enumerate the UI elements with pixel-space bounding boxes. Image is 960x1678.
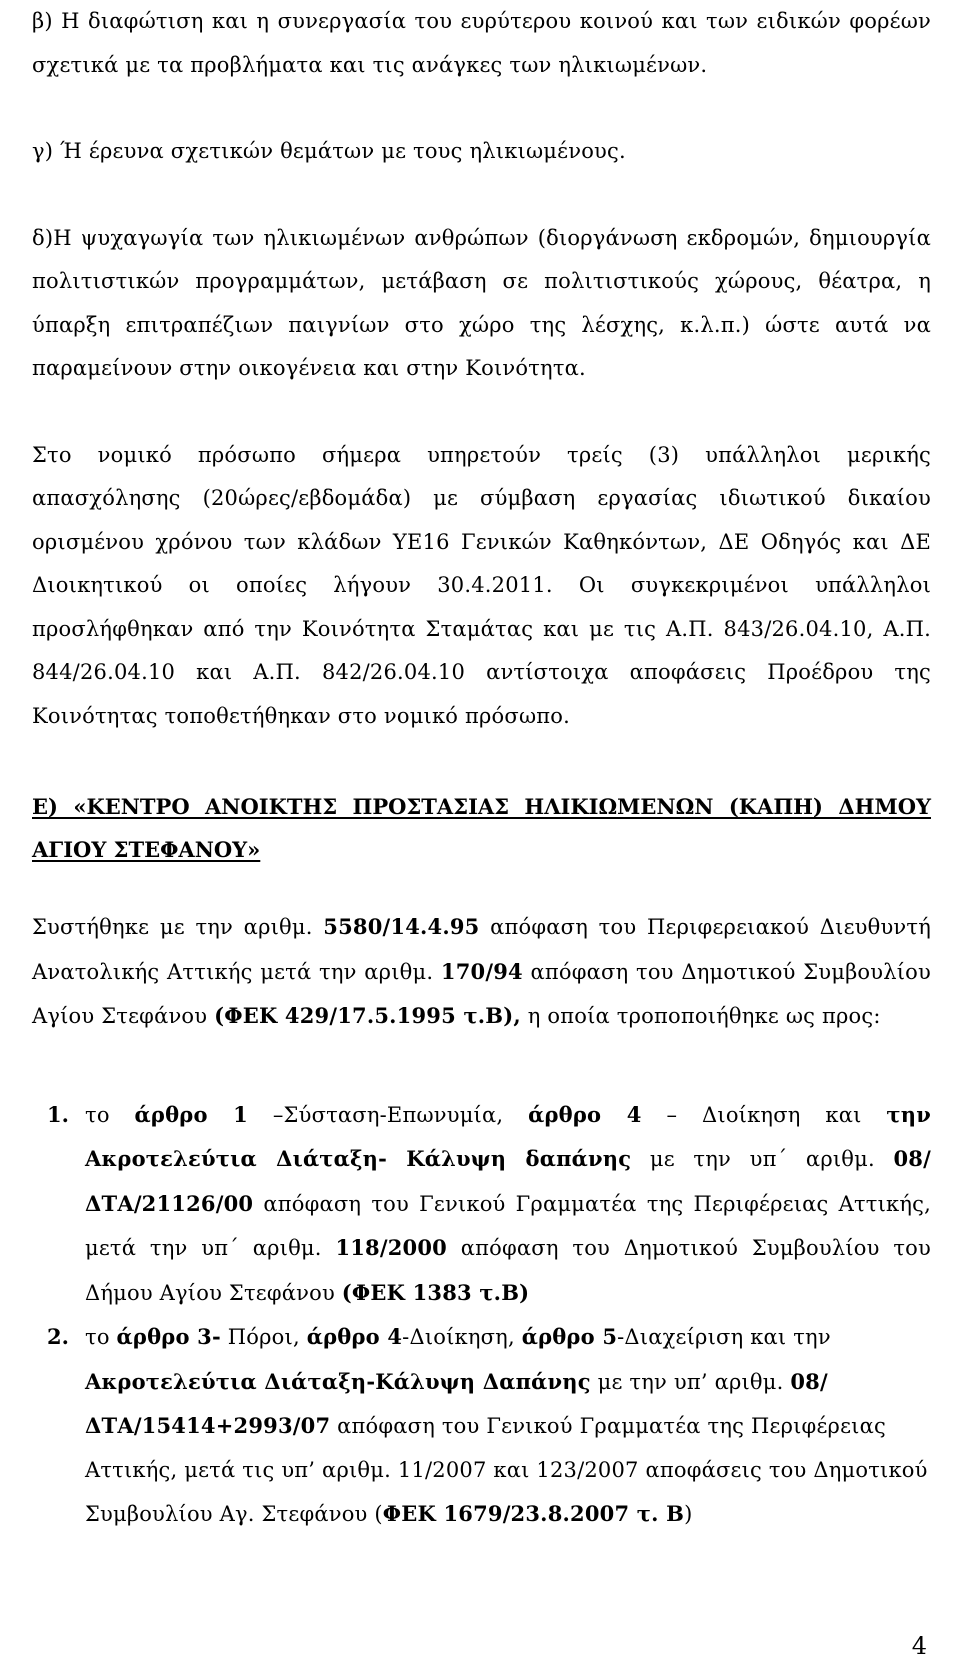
item2-article-5: άρθρο 5 xyxy=(521,1324,618,1349)
item1-text-2: –Σύσταση-Επωνυμία, xyxy=(247,1102,529,1127)
paragraph-c: γ) Ή έρευνα σχετικών θεμάτων με τους ηλικιωμένους. xyxy=(32,139,626,163)
list-item-number: 1. xyxy=(47,1101,69,1127)
item1-text-4: με την υπ΄ αριθμ. xyxy=(631,1147,894,1171)
item2-text-6: απόφαση του Γενικού Γραμματέα της Περιφέρειας Αττικής, μετά τις υπ’ αριθμ. 11/2007 και 123/2007 αποφάσεις του Δημοτικού Συμβουλίου Αγ. Στεφάνου ( xyxy=(85,1414,928,1526)
section-heading xyxy=(32,785,931,871)
fek-reference-429: (ΦΕΚ 429/17.5.1995 τ.Β), xyxy=(214,1003,521,1028)
item1-final-provision: την Ακροτελεύτια Διάταξη- Κάλυψη δαπάνης xyxy=(85,1101,931,1171)
establishment-text-1: Συστήθηκε με την αριθμ. xyxy=(32,915,324,939)
item1-council-decision: 118/2000 xyxy=(335,1235,447,1260)
item2-text-5: με την υπ’ αριθμ. xyxy=(590,1369,791,1394)
item1-text-5: απόφαση του Γενικού Γραμματέα της Περιφέρειας Αττικής, μετά την υπ΄ αριθμ. xyxy=(85,1191,931,1260)
item2-text-2: Πόροι, xyxy=(220,1325,307,1349)
list-item-number: 2. xyxy=(47,1324,69,1349)
section-heading-line-1: Ε) «ΚΕΝΤΡΟ ΑΝΟΙΚΤΗΣ ΠΡΟΣΤΑΣΙΑΣ ΗΛΙΚΙΩΜΕΝΩΝ (ΚΑΠΗ) ΔΗΜΟΥ xyxy=(32,794,931,819)
establishment-text-4: η οποία τροποποιήθηκε ως προς: xyxy=(520,1004,881,1028)
decision-number-170: 170/94 xyxy=(440,958,523,984)
list-item xyxy=(32,1315,931,1537)
establishment-text-3: απόφαση του Δημοτικού Συμβουλίου Αγίου Στεφάνου xyxy=(32,959,931,1028)
paragraph-d: δ)Η ψυχαγωγία των ηλικιωμένων ανθρώπων (διοργάνωση εκδρομών, δημιουργία πολιτιστικών προγραμμάτων, μετάβαση σε πολιτιστικούς χώρους, θέατρα, η ύπαρξη επιτραπέζιων παιγνίων στο χώρο της λέσχης, κ.λ.π.) ώστε αυτά να παραμείνουν στην οικογένεια και στην Κοινότητα. xyxy=(32,225,931,380)
item1-text-1: το xyxy=(85,1102,135,1127)
decision-number-5580: 5580/14.4.95 xyxy=(323,914,480,939)
list-item-text xyxy=(85,1093,931,1316)
item2-fek-reference: ΦΕΚ 1679/23.8.2007 τ. Β xyxy=(382,1501,685,1526)
item2-final-provision: Ακροτελεύτια Διάταξη-Κάλυψη Δαπάνης xyxy=(85,1368,591,1394)
item1-decision-number: 08/ΔΤΑ/21126/00 xyxy=(85,1146,931,1216)
item2-text-4: -Διαχείριση και την xyxy=(617,1325,831,1349)
item1-text-6: απόφαση του Δημοτικού Συμβουλίου του Δήμου Αγίου Στεφάνου xyxy=(85,1236,931,1305)
item2-text-3: -Διοίκηση, xyxy=(402,1325,522,1349)
document-page xyxy=(32,0,931,1537)
page-number: 4 xyxy=(911,1632,927,1660)
item1-article-1: άρθρο 1 xyxy=(134,1101,248,1127)
item2-article-4: άρθρο 4 xyxy=(306,1324,403,1349)
establishment-paragraph xyxy=(32,905,931,1039)
list-item-text xyxy=(85,1315,931,1537)
amendments-list xyxy=(32,1093,931,1537)
item2-text-1: το xyxy=(85,1325,117,1349)
paragraph-staff: Στο νομικό πρόσωπο σήμερα υπηρετούν τρείς (3) υπάλληλοι μερικής απασχόλησης (20ώρες/εβδομάδα) με σύμβαση εργασίας ιδιωτικού δικαίου ορισμένου χρόνου των κλάδων ΥΕ16 Γενικών Καθηκόντων, ΔΕ Οδηγός και ΔΕ Διοικητικού οι οποίες λήγουν 30.4.2011. Οι συγκεκριμένοι υπάλληλοι προσλήφθηκαν από την Κοινότητα Σταμάτας και με τις Α.Π. 843/26.04.10, Α.Π. 844/26.04.10 και Α.Π. 842/26.04.10 αντίστοιχα αποφάσεις Προέδρου της Κοινότητας τοποθετήθηκαν στο νομικό πρόσωπο. xyxy=(32,442,931,728)
item2-article-3: άρθρο 3- xyxy=(116,1324,221,1349)
item1-article-4: άρθρο 4 xyxy=(528,1101,642,1127)
item2-text-7: ) xyxy=(684,1502,693,1526)
item2-decision-number: 08/ΔΤΑ/15414+2993/07 xyxy=(85,1368,828,1438)
establishment-text-2: απόφαση του Περιφερειακού Διευθυντή Ανατολικής Αττικής μετά την αριθμ. xyxy=(32,915,931,984)
item1-text-3: – Διοίκηση και xyxy=(641,1102,887,1127)
paragraph-b: β) Η διαφώτιση και η συνεργασία του ευρύτερου κοινού και των ειδικών φορέων σχετικά με τα προβλήματα και τις ανάγκες των ηλικιωμένων. xyxy=(32,9,931,77)
list-item xyxy=(32,1093,931,1316)
section-heading-line-2: ΑΓΙΟΥ ΣΤΕΦΑΝΟΥ» xyxy=(32,837,261,862)
item1-fek-reference: (ΦΕΚ 1383 τ.Β) xyxy=(341,1279,530,1305)
